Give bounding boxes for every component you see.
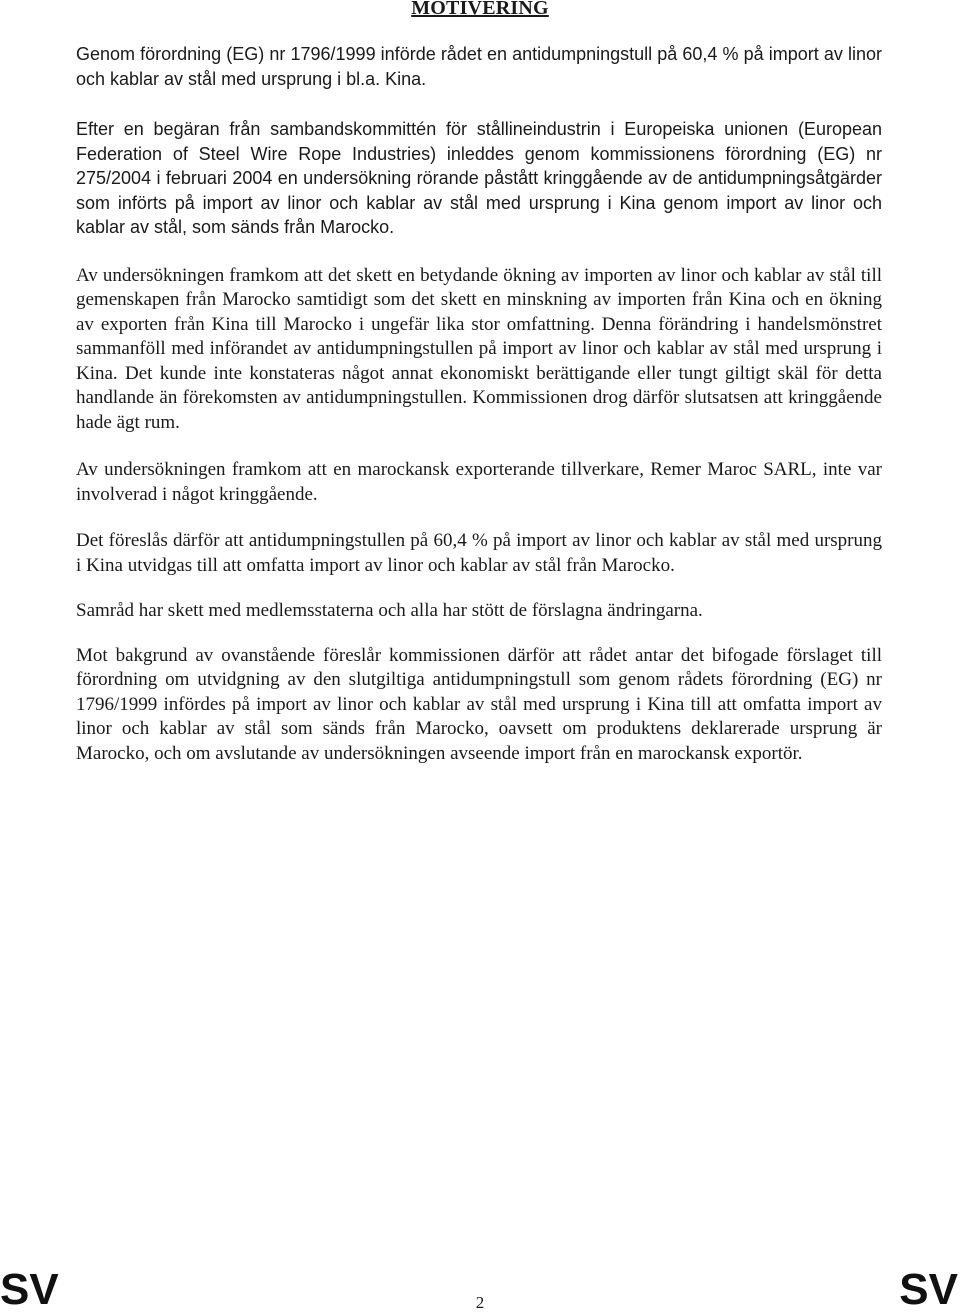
paragraph-3: Av undersökningen framkom att det skett en betydande ökning av importen av linor och kablar av stål till gemenskapen från Marocko samtidigt som det skett en minskning av importen från Kina och en ökning av exporten från Kina till Marocko i ungefär lika stor omfattning. Denna förändring i handelsmönstret sammanföll med införandet av antidumpningstullen på import av linor och kablar av stål med ursprung i Kina. Det kunde inte konstateras något annat ekonomiskt berättigande eller tungt giltigt skäl för detta handlande än förekomsten av antidumpningstullen. Kommissionen drog därför slutsatsen att kringgående hade ägt rum.	[76, 264, 882, 433]
document-body	[76, 42, 882, 766]
paragraph-7: Mot bakgrund av ovanstående föreslår kommissionen därför att rådet antar det bifogade förslaget till förordning om utvidgning av den slutgiltiga antidumpningstull som genom rådets förordning (EG) nr 1796/1999 infördes på import av linor och kablar av stål med ursprung i Kina till att omfatta import av linor och kablar av stål som sänds från Marocko, oavsett om produktens deklarerade ursprung är Marocko, och om avslutande av undersökningen avseende import från en marockansk exportör.	[76, 644, 882, 764]
paragraph-2: Efter en begäran från sambandskommittén för stållineindustrin i Europeiska unionen (European Federation of Steel Wire Rope Industries) inleddes genom kommissionens förordning (EG) nr 275/2004 i februari 2004 en undersökning rörande påstått kringgående av de antidumpningsåtgärder som införts på import av linor och kablar av stål med ursprung i Kina genom import av linor och kablar av stål, som sänds från Marocko.	[76, 119, 882, 237]
page-number: 2	[475, 1293, 485, 1312]
footer-language-right: SV	[899, 1265, 958, 1314]
section-heading: MOTIVERING	[411, 0, 549, 19]
paragraph-6: Samråd har skett med medlemsstaterna och alla har stött de förslagna ändringarna.	[76, 600, 703, 621]
footer-language-left: SV	[0, 1265, 59, 1314]
paragraph-5: Det föreslås därför att antidumpningstullen på 60,4 % på import av linor och kablar av stål med ursprung i Kina utvidgas till att omfatta import av linor och kablar av stål från Marocko.	[76, 530, 882, 576]
paragraph-1: Genom förordning (EG) nr 1796/1999 införde rådet en antidumpningstull på 60,4 % på import av linor och kablar av stål med ursprung i bl.a. Kina.	[76, 44, 882, 89]
paragraph-4: Av undersökningen framkom att en marockansk exporterande tillverkare, Remer Maroc SARL, inte var involverad i något kringgående.	[76, 459, 882, 505]
